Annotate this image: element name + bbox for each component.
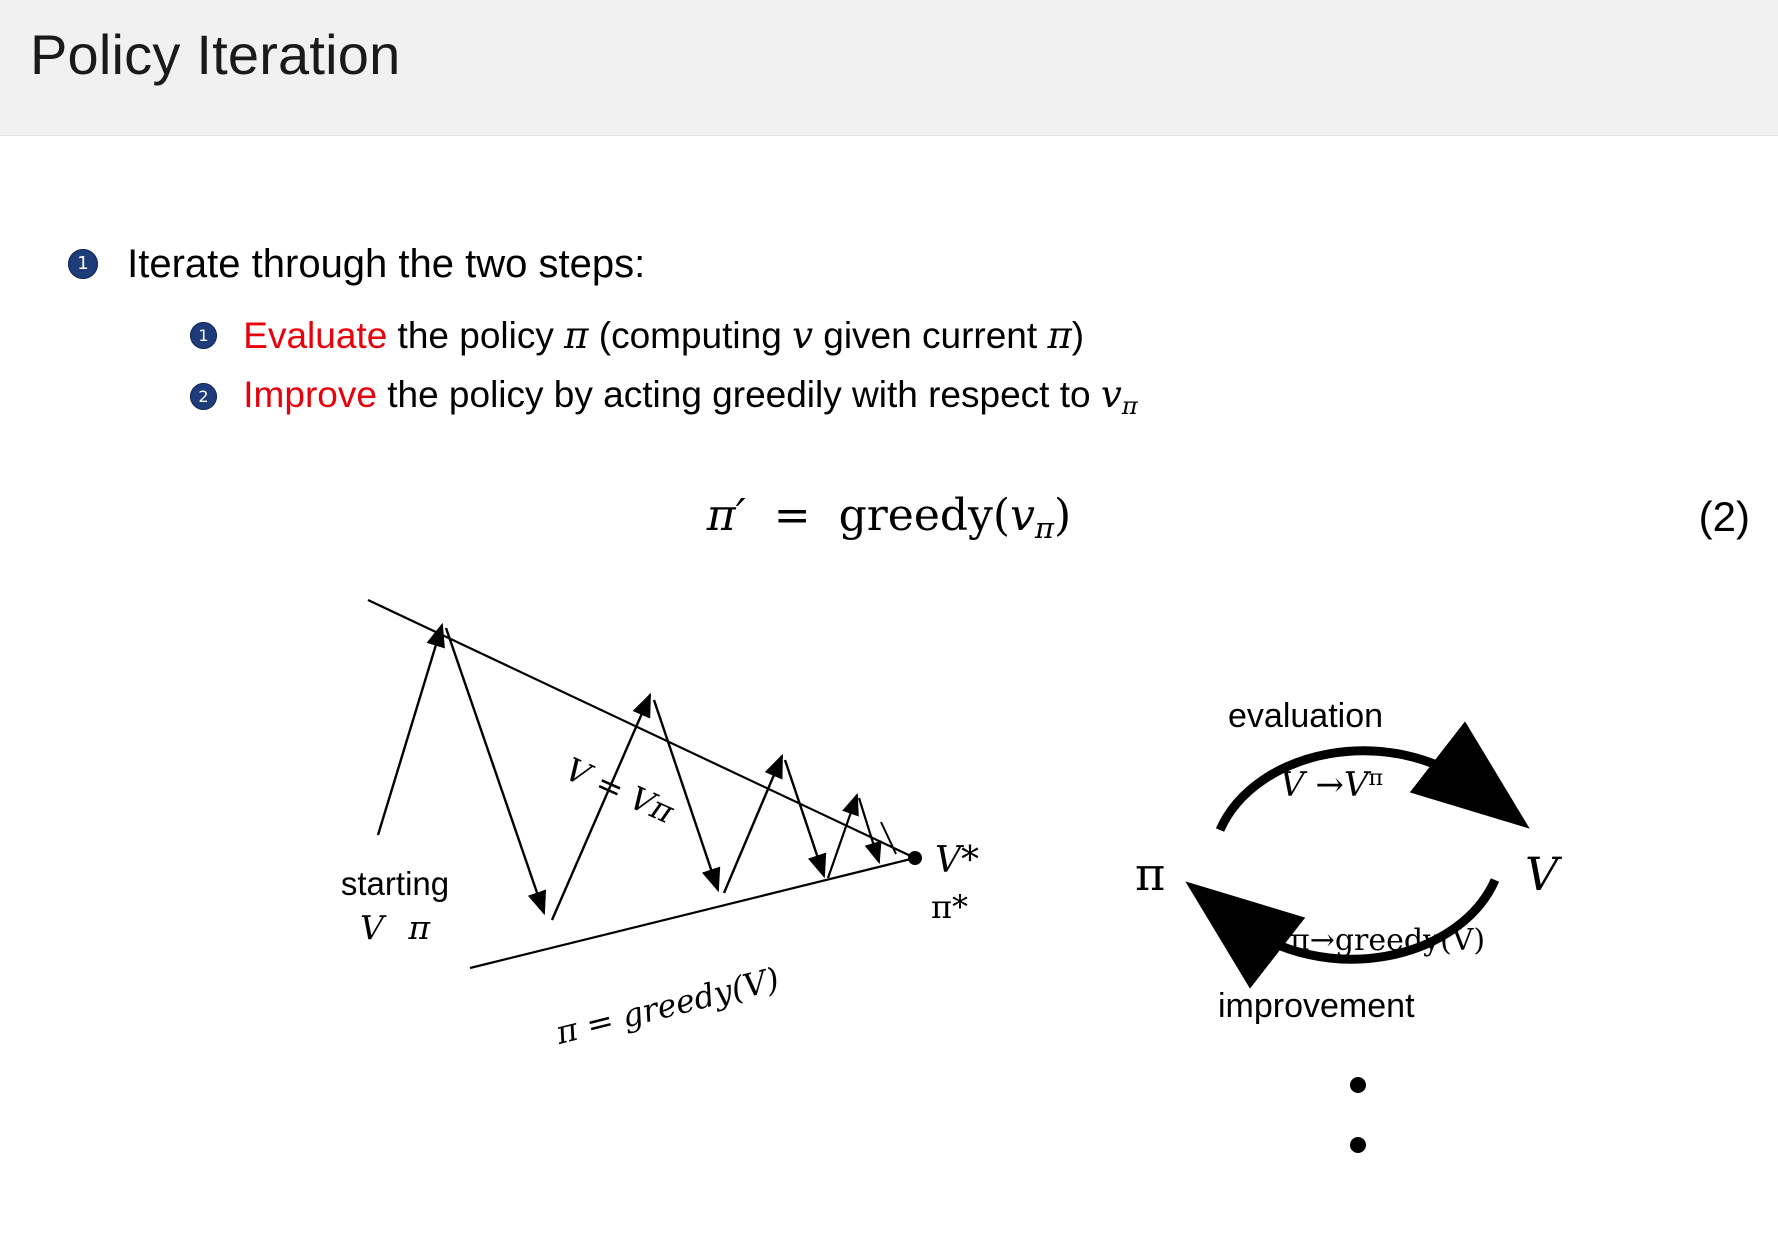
- evaluate-paren-open: (computing: [588, 314, 793, 356]
- equation-pi-prime: π′: [706, 490, 746, 541]
- label-top-arrow-superscript: π: [1368, 765, 1384, 791]
- label-V-node: V: [1525, 847, 1559, 901]
- cycle-diagram-svg: [1150, 575, 1650, 1195]
- equation-close-paren: ): [1054, 490, 1072, 541]
- equation-equals: =: [773, 490, 811, 541]
- label-top-arrow-expr: [1280, 765, 1383, 805]
- pi-symbol-1: π: [564, 313, 589, 357]
- keyword-evaluate: Evaluate: [243, 314, 388, 356]
- label-starting-vpi: [310, 908, 480, 947]
- slide-title-bar: [0, 0, 1778, 136]
- improve-text: [243, 373, 1138, 420]
- bullet-number-1b: 2: [190, 383, 217, 410]
- evaluate-middle: given current: [812, 314, 1048, 356]
- label-evaluation: evaluation: [1228, 697, 1384, 735]
- keyword-improve: Improve: [243, 374, 377, 415]
- label-pi-star: π*: [931, 888, 969, 926]
- label-starting-line1: starting: [340, 865, 450, 902]
- equation-v: v: [1010, 490, 1035, 541]
- label-pi-node: π: [1135, 847, 1166, 901]
- equation-greedy: [0, 490, 1778, 545]
- label-top-arrow-text: V →V: [1280, 765, 1369, 806]
- label-v-star: V*: [935, 840, 979, 881]
- bullet-number-1a: 1: [190, 322, 217, 349]
- figure-policy-iteration-zigzag: [330, 590, 1090, 1052]
- v-symbol-2: v: [1100, 373, 1122, 416]
- improve-rest: the policy by acting greedily with respect to: [376, 374, 1101, 415]
- evaluate-text: [243, 315, 1084, 356]
- label-starting-V: V: [359, 908, 384, 947]
- bullet-number-1: 1: [68, 249, 98, 279]
- figure-evaluation-improvement-cycle: [1135, 575, 1650, 1195]
- list-item-main-label: Iterate through the two steps:: [127, 241, 646, 286]
- label-lower-line: π = greedy(V): [552, 959, 783, 1052]
- evaluate-paren-close: ): [1071, 314, 1085, 356]
- pi-symbol-2: π: [1047, 313, 1072, 357]
- label-upper-line: V = Vπ: [559, 750, 680, 832]
- equation-v-sub: π: [1034, 511, 1055, 546]
- slide-content: [0, 135, 1778, 1244]
- zigzag-diagram-svg: [330, 590, 1090, 1010]
- list-item-improve: [190, 373, 1138, 420]
- v-symbol-1: v: [792, 313, 813, 357]
- label-starting-pi: π: [408, 908, 431, 947]
- equation-greedy-fn: greedy(: [838, 490, 1011, 541]
- label-bottom-arrow-expr: π→greedy(V): [1290, 923, 1486, 958]
- equation-number: (2): [1698, 493, 1750, 540]
- evaluate-rest-1: the policy: [387, 314, 565, 356]
- label-improvement: improvement: [1218, 987, 1415, 1025]
- label-starting: [310, 865, 480, 903]
- page-title: Policy Iteration: [30, 23, 401, 86]
- v-subscript-pi: π: [1121, 390, 1138, 420]
- list-item-evaluate: [190, 312, 1084, 357]
- list-item-main: [68, 240, 645, 287]
